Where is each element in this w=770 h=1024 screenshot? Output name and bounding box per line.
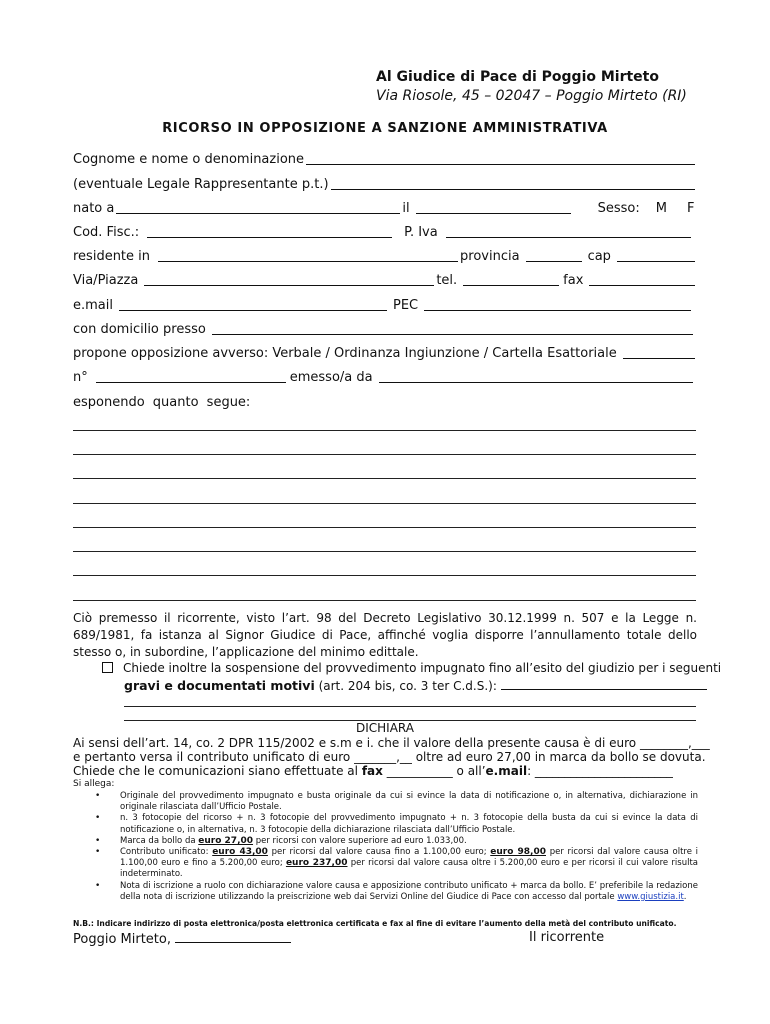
email-field[interactable]: : _______________________ <box>527 764 673 778</box>
dichiara-line-2: e pertanto versa il contributo unificato di euro _______,__ oltre ad euro 27,00 in marca da bollo se dovuta. <box>73 750 706 764</box>
field-nato[interactable] <box>116 212 400 214</box>
row-domicilio <box>73 318 697 338</box>
field-residente[interactable] <box>158 260 458 262</box>
label-pec: PEC <box>392 298 419 313</box>
row-email <box>73 294 697 314</box>
field-numero[interactable] <box>96 381 286 383</box>
attachment-text: . <box>683 891 687 902</box>
field-provincia[interactable] <box>526 260 582 262</box>
nb-note: N.B.: Indicare indirizzo di posta elettronica/posta elettronica certificata e fax al fine di evitare l’aumento della metà del contributo unificato. <box>73 919 677 928</box>
writing-line[interactable] <box>73 527 696 528</box>
field-legale[interactable] <box>331 188 695 190</box>
list-item <box>73 813 698 835</box>
dichiara-line-3 <box>73 764 673 778</box>
field-propone[interactable] <box>623 357 695 359</box>
label-domicilio: con domicilio presso <box>73 322 206 337</box>
field-email[interactable] <box>119 309 387 311</box>
row-via <box>73 269 697 289</box>
attachment-text: per ricorsi dal valore causa oltre i 5.200,00 euro e per ricorsi il cui valore risulta indeterminato. <box>120 858 698 880</box>
sospensione-text: Chiede inoltre la sospensione del provvedimento impugnato fino all’esito del giudizio per i seguenti <box>123 661 722 675</box>
attachment-text: Originale del provvedimento impugnato e busta originale da cui si evince la data di notificazione o, in alternativa, dichiarazione in originale rilasciata dall’Ufficio Postale. <box>120 791 698 813</box>
field-codfisc[interactable] <box>147 236 392 238</box>
place-date <box>73 930 291 947</box>
label-via: Via/Piazza <box>73 273 139 288</box>
allega-label: Si allega: <box>73 779 115 789</box>
premessa-paragraph: Ciò premesso il ricorrente, visto l’art. 98 del Decreto Legislativo 30.12.1999 n. 507 e la Legge n. 689/1981, fa istanza al Signor Giudice di Pace, affinché voglia disporre l’annullamento totale dello stesso o, in subordine, l’applicazione del minimo edittale. <box>73 611 697 659</box>
amount-bollo: euro 27,00 <box>198 835 254 846</box>
row-esponendo <box>73 391 697 411</box>
label-propone: propone opposizione avverso: Verbale / Ordinanza Ingiunzione / Cartella Esattoriale <box>73 346 617 361</box>
email-label: e.mail <box>485 764 528 778</box>
label-residente: residente in <box>73 249 151 264</box>
recipient-address: Via Riosole, 45 – 02047 – Poggio Mirteto (RI) <box>376 88 687 104</box>
writing-line[interactable] <box>73 454 696 455</box>
label-esponendo: esponendo quanto segue: <box>73 395 251 410</box>
attachments-list <box>73 791 698 903</box>
list-item <box>73 836 698 847</box>
label-numero: n° <box>73 370 88 385</box>
label-emesso: emesso/a da <box>289 370 373 385</box>
dichiara-heading: DICHIARA <box>356 721 414 735</box>
writing-line[interactable] <box>73 430 696 431</box>
label-legale: (eventuale Legale Rappresentante p.t.) <box>73 177 329 192</box>
label-provincia: provincia <box>460 249 520 264</box>
motivi-ref: (art. 204 bis, co. 3 ter C.d.S.): <box>318 679 497 693</box>
fax-field[interactable]: ___________ o all’ <box>386 764 486 778</box>
recipient-title: Al Giudice di Pace di Poggio Mirteto <box>376 69 659 85</box>
label-il: il <box>402 201 410 216</box>
row-numero <box>73 366 697 386</box>
writing-line[interactable] <box>73 478 696 479</box>
field-tel[interactable] <box>463 284 559 286</box>
label-tel: tel. <box>436 273 458 288</box>
field-date[interactable] <box>175 930 291 943</box>
sospensione-motivi-row <box>124 678 707 693</box>
attachment-text: Marca da bollo da <box>120 835 196 846</box>
writing-line[interactable] <box>73 551 696 552</box>
row-cognome <box>73 148 697 168</box>
label-piva: P. Iva <box>404 225 438 240</box>
sospensione-row <box>102 661 721 675</box>
field-pec[interactable] <box>424 309 691 311</box>
field-cap[interactable] <box>617 260 695 262</box>
sesso-f-option[interactable]: F <box>686 201 695 216</box>
writing-line[interactable] <box>73 575 696 576</box>
sesso-m-option[interactable]: M <box>655 201 667 216</box>
ricorrente-label: Il ricorrente <box>529 930 605 945</box>
motivi-line[interactable] <box>124 706 696 707</box>
label-nato: nato a <box>73 201 115 216</box>
giustizia-link[interactable]: www.giustizia.it <box>617 891 684 902</box>
list-item <box>73 791 698 813</box>
field-cognome[interactable] <box>306 163 695 165</box>
label-email: e.mail <box>73 298 113 313</box>
field-via[interactable] <box>144 284 434 286</box>
amount-43: euro 43,00 <box>212 847 268 858</box>
amount-98: euro 98,00 <box>490 847 546 858</box>
place-label: Poggio Mirteto, <box>73 932 171 947</box>
row-codfisc <box>73 221 697 241</box>
row-residente <box>73 245 697 265</box>
field-domicilio[interactable] <box>212 333 693 335</box>
row-propone <box>73 342 697 362</box>
row-legale <box>73 173 697 193</box>
document-title: RICORSO IN OPPOSIZIONE A SANZIONE AMMINISTRATIVA <box>162 121 608 136</box>
field-emesso[interactable] <box>379 381 693 383</box>
field-data-nascita[interactable] <box>416 212 571 214</box>
field-fax[interactable] <box>589 284 695 286</box>
label-fax: fax <box>563 273 584 288</box>
sospensione-checkbox[interactable] <box>102 662 113 673</box>
fax-label: fax <box>361 764 383 778</box>
attachment-text: per ricorsi dal valore causa fino a 1.100,00 euro; <box>271 847 487 858</box>
label-codfisc: Cod. Fisc.: <box>73 225 140 240</box>
row-nato <box>73 197 697 217</box>
label-cognome: Cognome e nome o denominazione <box>73 152 305 167</box>
writing-line[interactable] <box>73 600 696 601</box>
list-item <box>73 881 698 903</box>
comunicazioni-text: Chiede che le comunicazioni siano effettuate al <box>73 764 358 778</box>
field-piva[interactable] <box>446 236 691 238</box>
list-item <box>73 847 698 881</box>
attachment-text: per ricorsi dal valore causa oltre i 1.100,00 euro e fino a 5.200,00 euro; <box>120 847 699 869</box>
amount-237: euro 237,00 <box>285 858 348 869</box>
dichiara-line-1: Ai sensi dell’art. 14, co. 2 DPR 115/2002 e s.m e i. che il valore della presente causa è di euro ________,___ <box>73 736 710 750</box>
attachment-text: n. 3 fotocopie del ricorso + n. 3 fotocopie del provvedimento impugnato + n. 3 fotocopie della busta da cui si evince la data di notificazione o, in alternativa, n. 3 fotocopie della dichiarazione rilasciata dall’Ufficio Postale. <box>120 813 698 835</box>
label-cap: cap <box>587 249 611 264</box>
field-motivi[interactable] <box>501 679 707 690</box>
attachment-text: per ricorsi con valore superiore ad euro 1.033,00. <box>255 835 467 846</box>
label-sesso: Sesso: <box>597 201 640 216</box>
attachment-text: Contributo unificato: <box>120 847 209 858</box>
attachment-text: Nota di iscrizione a ruolo con dichiarazione valore causa e apposizione contributo unificato + marca da bollo. E’ preferibile la redazione della nota di iscrizione utilizzando la preiscrizione web dai Servizi Online del Giudice di Pace con accesso dal portale <box>120 880 698 902</box>
writing-line[interactable] <box>73 503 696 504</box>
motivi-bold: gravi e documentati motivi <box>124 678 315 693</box>
